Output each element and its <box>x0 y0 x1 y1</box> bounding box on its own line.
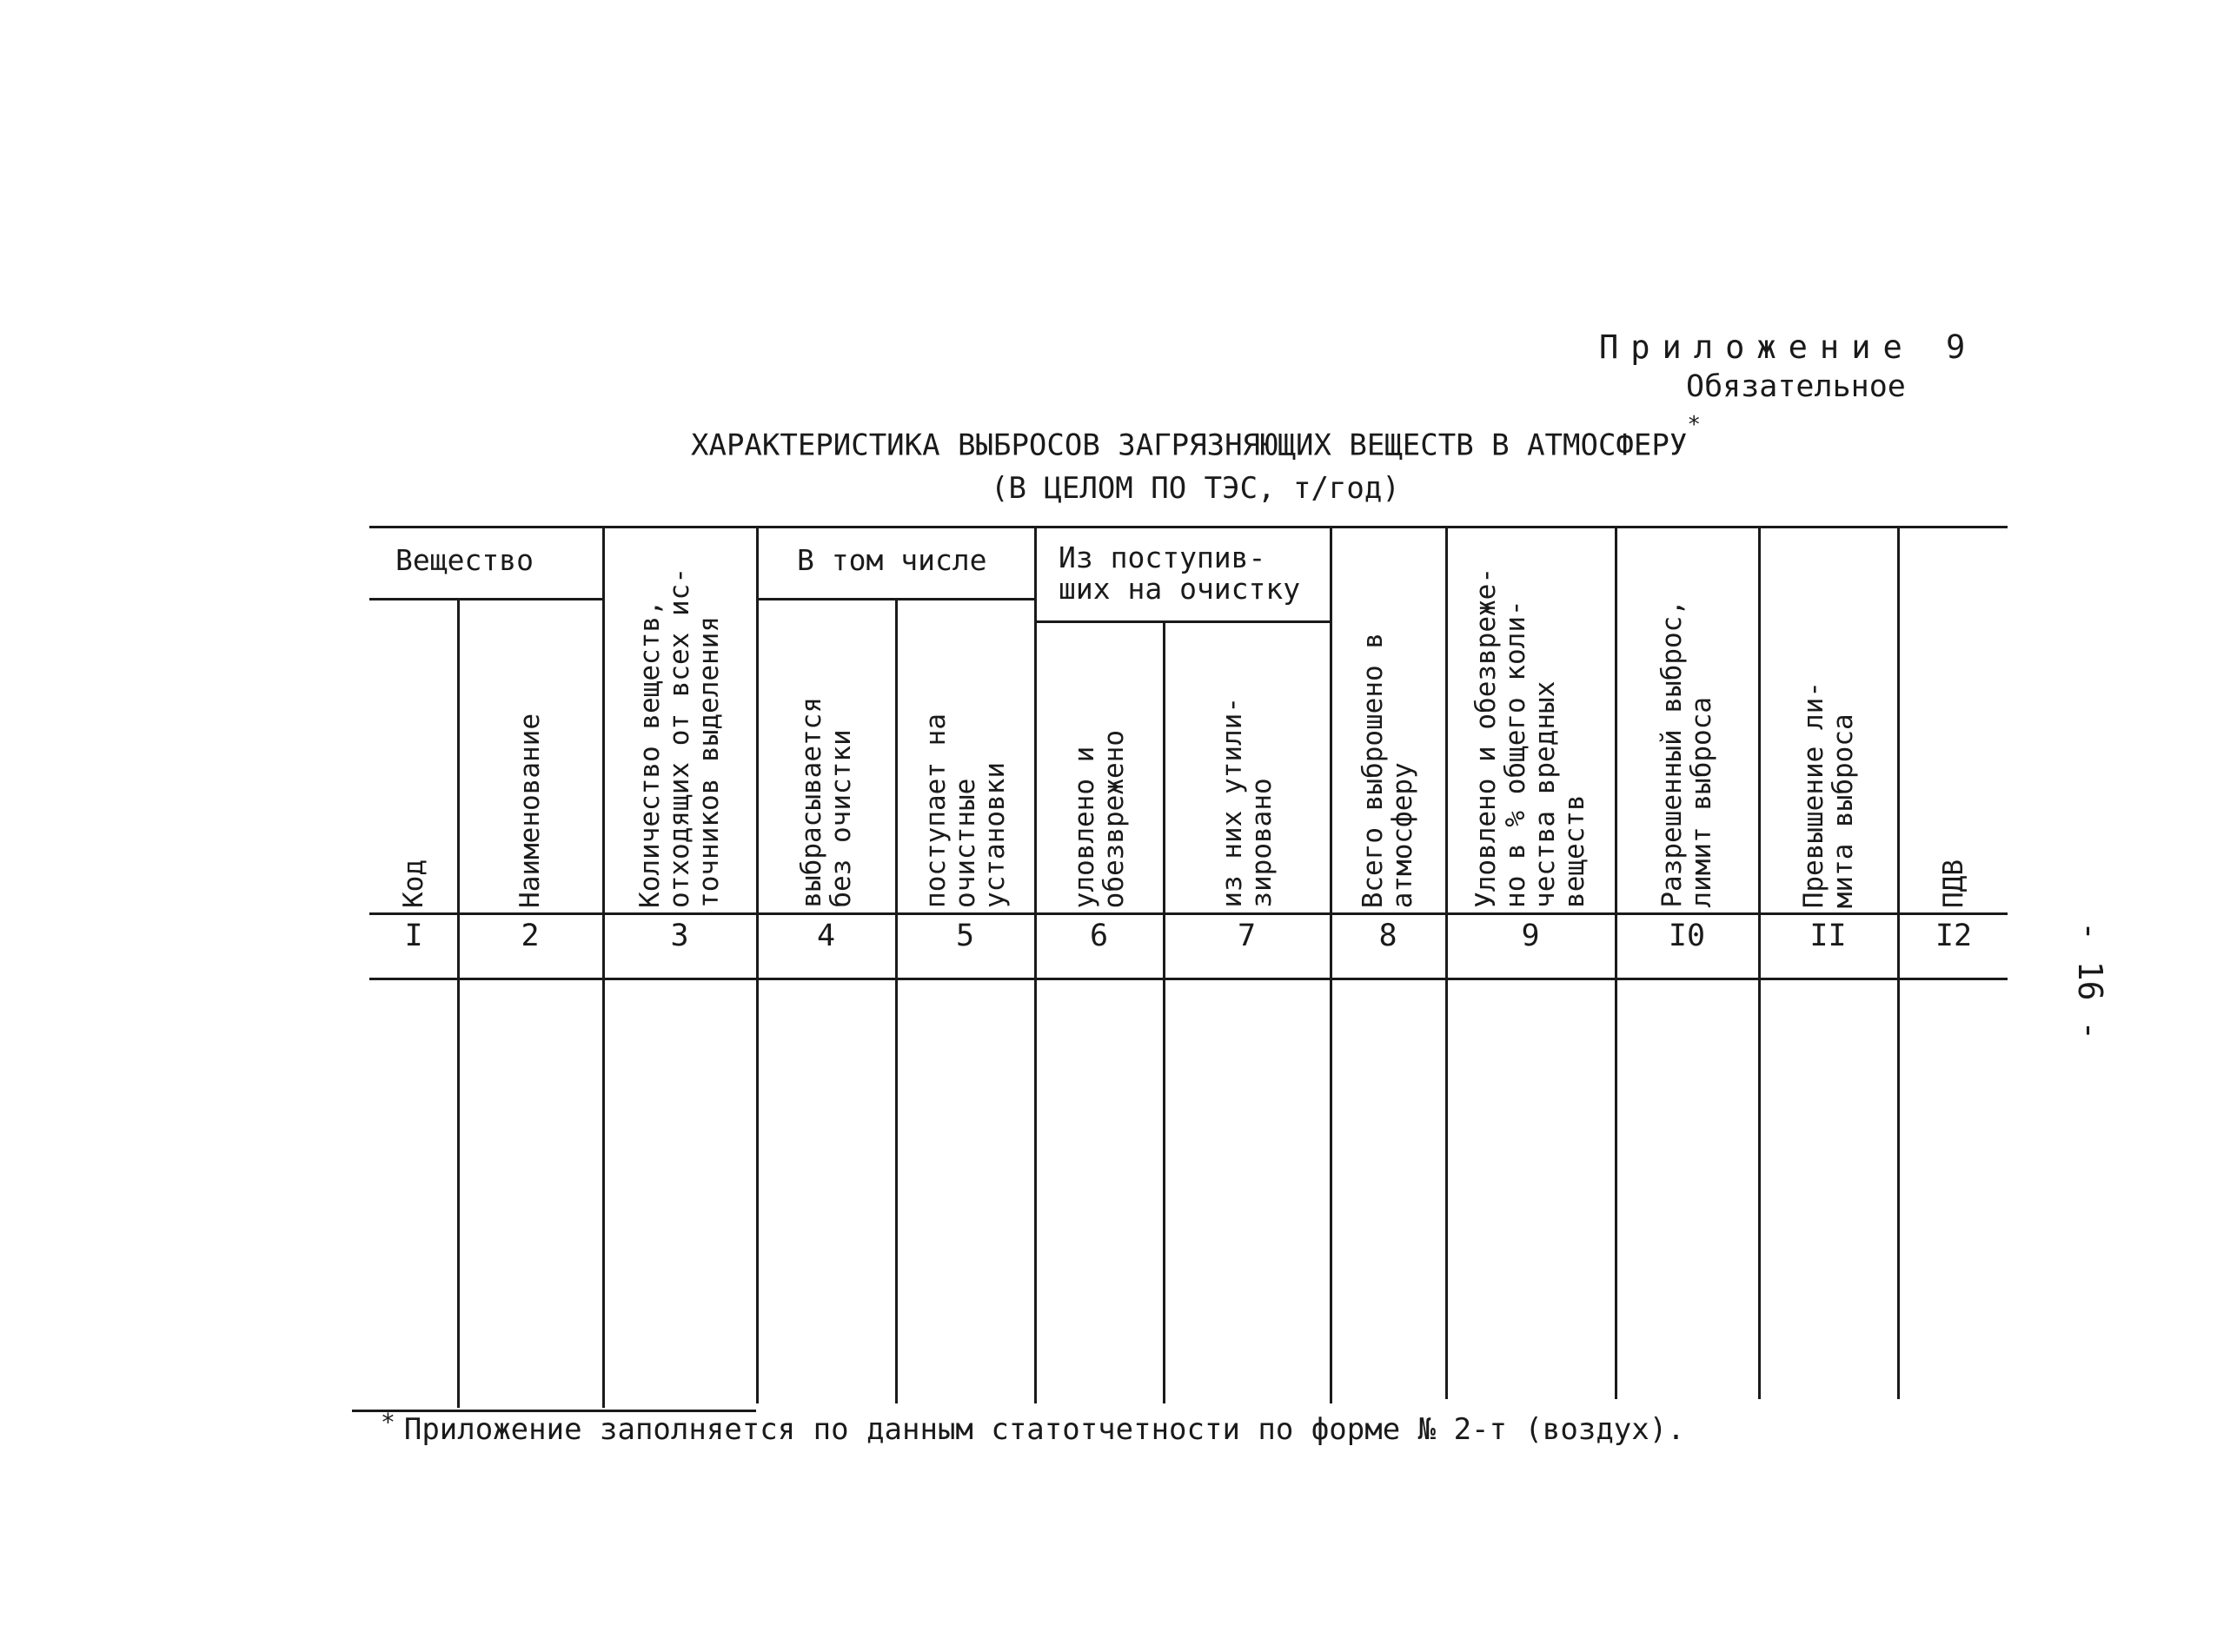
col-header-4 <box>759 601 893 908</box>
col-number-4: 4 <box>816 919 836 953</box>
substance-group-rule <box>369 598 602 600</box>
col-number-12: I2 <box>1935 919 1973 953</box>
footnote <box>381 1408 1685 1447</box>
col-header-10 <box>1617 530 1756 908</box>
col-number-8: 8 <box>1378 919 1397 953</box>
group-header-from-cleaning: Из поступив- ших на очистку <box>1059 541 1301 606</box>
col-header-7 <box>1165 624 1328 908</box>
document-subtitle: (В ЦЕЛОМ ПО ТЭС, т/год) <box>991 471 1400 506</box>
page-number: - 16 - <box>2071 921 2109 1041</box>
document-title <box>691 412 1701 463</box>
col-header-3 <box>605 530 754 908</box>
col-header-9-text: Уловлено и обезвреже- но в % общего коли- чества вредных веществ <box>1470 567 1590 908</box>
col-number-5: 5 <box>955 919 975 953</box>
col-header-4-text: выбрасывается без очистки <box>795 697 857 908</box>
col-number-9: 9 <box>1521 919 1540 953</box>
col-header-10-text: Разрешенный выброс, лимит выброса <box>1656 600 1717 908</box>
appendix-title: Приложение 9 <box>1599 328 1978 366</box>
group-header-substance: Вещество <box>395 543 534 577</box>
col-number-1: I <box>404 919 423 953</box>
col-header-3-text: Количество веществ, отходящих от всех ис- точников выделения <box>634 567 725 908</box>
table-top-rule <box>369 526 2008 528</box>
footnote-mark: * <box>381 1408 395 1436</box>
numbers-bottom-rule <box>369 978 2008 980</box>
col-header-12-text: ПДВ <box>1938 859 1969 908</box>
col-header-7-text: из них утили- зировано <box>1216 697 1278 908</box>
col-header-2-text: Наименование <box>514 713 546 908</box>
title-footnote-mark: * <box>1687 412 1701 438</box>
col-number-7: 7 <box>1237 919 1257 953</box>
col-header-5 <box>898 601 1032 908</box>
col-header-11-text: Превышение ли- мита выброса <box>1797 680 1859 908</box>
col-number-6: 6 <box>1089 919 1109 953</box>
col-number-2: 2 <box>521 919 540 953</box>
document-title-text: ХАРАКТЕРИСТИКА ВЫБРОСОВ ЗАГРЯЗНЯЮЩИХ ВЕЩЕСТВ В АТМОСФЕРУ <box>691 428 1688 463</box>
col-header-6 <box>1037 624 1161 908</box>
col-header-11 <box>1761 530 1895 908</box>
col-number-10: I0 <box>1668 919 1706 953</box>
appendix-status: Обязательное <box>1686 369 1906 404</box>
col-header-5-text: поступает на очистные установки <box>919 713 1011 908</box>
col-header-6-text: уловлено и обезврежено <box>1068 729 1130 908</box>
col-header-1 <box>372 601 455 908</box>
col-header-2 <box>460 601 601 908</box>
col-header-8 <box>1332 530 1444 908</box>
col-number-11: II <box>1809 919 1847 953</box>
col-header-8-text: Всего выброшено в атмосферу <box>1357 632 1418 908</box>
col-header-9 <box>1448 530 1613 908</box>
col-header-1-text: Код <box>398 859 429 908</box>
group-header-including: В том числе <box>797 543 987 577</box>
col-header-12 <box>1900 530 2008 908</box>
col-number-3: 3 <box>670 919 689 953</box>
cleaning-group-rule <box>1034 620 1330 623</box>
footnote-text: Приложение заполняется по данным статотчетности по форме № 2-т (воздух). <box>403 1412 1685 1447</box>
